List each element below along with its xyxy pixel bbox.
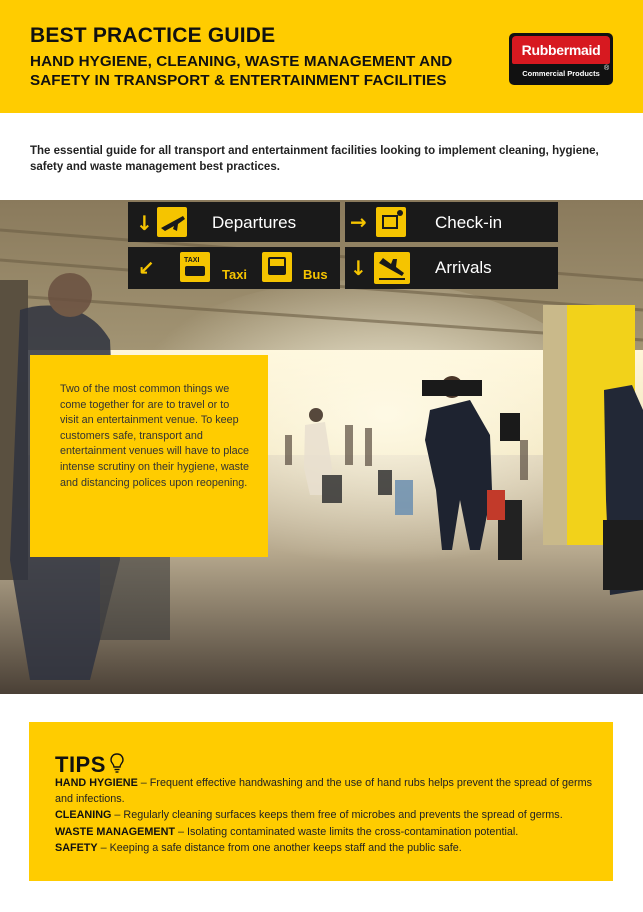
subtitle-line-1: HAND HYGIENE, CLEANING, WASTE MANAGEMENT AND [30, 53, 453, 70]
callout-text: Two of the most common things we come together for are to travel or to visit an entertainment venue. To keep customers safe, transport and entertainment venues will have to place intense scrutiny on their hygiene, waste and distancing polices upon reopening. [60, 383, 250, 489]
tips-box [29, 722, 613, 881]
bus-label: Bus [303, 267, 328, 282]
arrivals-label: Arrivals [435, 258, 492, 277]
lightbulb-icon [109, 752, 125, 776]
arrow-icon: ↓ [350, 256, 367, 280]
tips-list [55, 775, 603, 856]
tip-waste-management: WASTE MANAGEMENT – Isolating contaminated waste limits the cross-contamination potential. [55, 825, 519, 838]
intro-paragraph: The essential guide for all transport and entertainment facilities looking to implement cleaning, hygiene, safety and waste management best practices. [30, 145, 599, 173]
rubbermaid-logo [509, 33, 613, 85]
subtitle-line-2: SAFETY IN TRANSPORT & ENTERTAINMENT FACILITIES [30, 72, 447, 89]
page-title: BEST PRACTICE GUIDE [30, 24, 276, 47]
departures-sign [128, 202, 340, 242]
taxi-bus-sign [128, 247, 340, 289]
arrow-icon: ↙ [138, 256, 155, 280]
arrivals-sign [345, 247, 558, 289]
taxi-label: Taxi [222, 267, 248, 282]
arrow-icon: → [350, 210, 367, 234]
header-banner [0, 0, 643, 113]
tip-hand-hygiene: HAND HYGIENE – Frequent effective handwashing and the use of hand rubs helps prevent the spread of germs and infections. [55, 777, 592, 806]
logo-tagline: Commercial Products [522, 69, 600, 78]
page-subtitle [30, 52, 452, 90]
arrow-icon: ↓ [136, 211, 153, 235]
departures-label: Departures [212, 213, 297, 232]
tip-safety: SAFETY – Keeping a safe distance from one another keeps staff and the public safe. [55, 841, 462, 854]
callout-box [30, 355, 268, 557]
tips-title: TIPS [55, 752, 106, 777]
logo-registered-mark: ® [604, 65, 610, 72]
taxi-badge: TAXI [184, 257, 200, 264]
tip-cleaning: CLEANING – Regularly cleaning surfaces keeps them free of microbes and prevents the spread of germs. [55, 809, 563, 822]
logo-brand: Rubbermaid [512, 36, 610, 64]
check-in-label: Check-in [435, 213, 503, 232]
check-in-sign [345, 202, 558, 242]
